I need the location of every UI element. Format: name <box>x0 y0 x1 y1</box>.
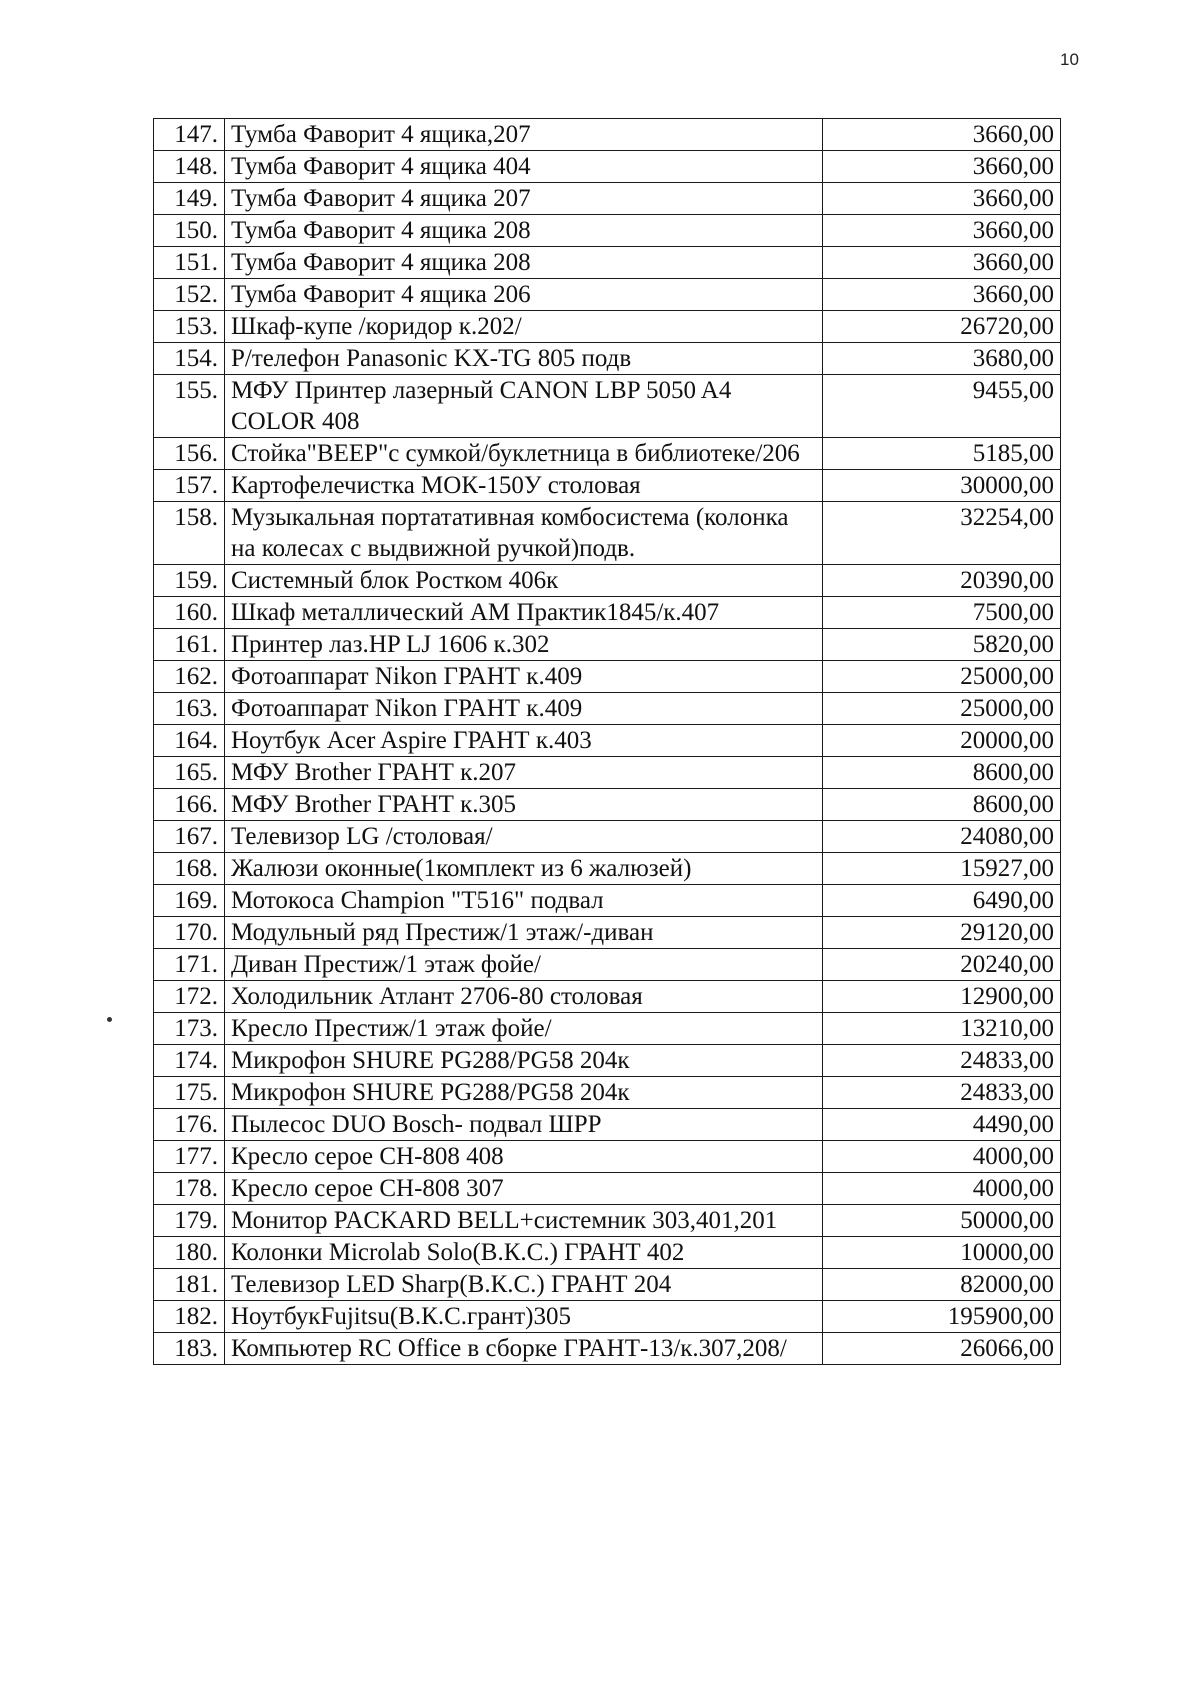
table-row <box>154 183 1061 215</box>
row-number: 152. <box>154 279 225 311</box>
row-number: 183. <box>154 1333 225 1365</box>
row-number: 156. <box>154 438 225 470</box>
item-price: 3660,00 <box>823 151 1061 183</box>
item-price: 7500,00 <box>823 597 1061 629</box>
item-price: 20000,00 <box>823 725 1061 757</box>
item-name: Телевизор LG /столовая/ <box>225 821 823 853</box>
item-price: 4000,00 <box>823 1141 1061 1173</box>
row-number: 178. <box>154 1173 225 1205</box>
row-number: 155. <box>154 375 225 438</box>
item-name: Тумба Фаворит 4 ящика 207 <box>225 183 823 215</box>
item-price: 20390,00 <box>823 565 1061 597</box>
item-name: Жалюзи оконные(1комплект из 6 жалюзей) <box>225 853 823 885</box>
page-number: 10 <box>1060 50 1079 69</box>
item-price: 24833,00 <box>823 1045 1061 1077</box>
table-row <box>154 1205 1061 1237</box>
table-row <box>154 821 1061 853</box>
table-row <box>154 279 1061 311</box>
row-number: 149. <box>154 183 225 215</box>
table-row <box>154 343 1061 375</box>
table-row <box>154 1333 1061 1365</box>
table-row <box>154 949 1061 981</box>
item-price: 29120,00 <box>823 917 1061 949</box>
table-row <box>154 1173 1061 1205</box>
row-number: 172. <box>154 981 225 1013</box>
item-name: Р/телефон Panasonic KX-TG 805 подв <box>225 343 823 375</box>
table-row <box>154 311 1061 343</box>
item-name: Принтер лаз.HP LJ 1606 к.302 <box>225 629 823 661</box>
stray-dot <box>107 1017 112 1022</box>
row-number: 168. <box>154 853 225 885</box>
item-price: 24833,00 <box>823 1077 1061 1109</box>
item-name: Тумба Фаворит 4 ящика 208 <box>225 247 823 279</box>
item-name: Компьютер RC Office в сборке ГРАНТ-13/к.307,208/ <box>225 1333 823 1365</box>
item-name: Фотоаппарат Nikon ГРАНТ к.409 <box>225 661 823 693</box>
item-price: 32254,00 <box>823 502 1061 565</box>
row-number: 170. <box>154 917 225 949</box>
item-price: 6490,00 <box>823 885 1061 917</box>
row-number: 161. <box>154 629 225 661</box>
item-price: 24080,00 <box>823 821 1061 853</box>
row-number: 147. <box>154 119 225 151</box>
row-number: 159. <box>154 565 225 597</box>
table-row <box>154 215 1061 247</box>
item-name: Монитор PACKARD BELL+системник 303,401,201 <box>225 1205 823 1237</box>
item-price: 26066,00 <box>823 1333 1061 1365</box>
row-number: 163. <box>154 693 225 725</box>
item-price: 13210,00 <box>823 1013 1061 1045</box>
item-price: 20240,00 <box>823 949 1061 981</box>
table-row <box>154 502 1061 565</box>
item-name: Кресло Престиж/1 этаж фойе/ <box>225 1013 823 1045</box>
row-number: 164. <box>154 725 225 757</box>
item-name: Кресло серое CH-808 408 <box>225 1141 823 1173</box>
row-number: 153. <box>154 311 225 343</box>
item-name: Шкаф металлический АМ Практик1845/к.407 <box>225 597 823 629</box>
item-name: Колонки Microlab Solo(В.К.С.) ГРАНТ 402 <box>225 1237 823 1269</box>
item-name: Фотоаппарат Nikon ГРАНТ к.409 <box>225 693 823 725</box>
item-name: Тумба Фаворит 4 ящика 208 <box>225 215 823 247</box>
item-name: Телевизор LED Sharp(В.К.С.) ГРАНТ 204 <box>225 1269 823 1301</box>
row-number: 150. <box>154 215 225 247</box>
row-number: 180. <box>154 1237 225 1269</box>
table-row <box>154 1141 1061 1173</box>
table-row <box>154 917 1061 949</box>
table-row <box>154 725 1061 757</box>
item-price: 25000,00 <box>823 693 1061 725</box>
table-row <box>154 1109 1061 1141</box>
item-price: 26720,00 <box>823 311 1061 343</box>
item-name: Диван Престиж/1 этаж фойе/ <box>225 949 823 981</box>
item-name: Тумба Фаворит 4 ящика,207 <box>225 119 823 151</box>
item-price: 3660,00 <box>823 215 1061 247</box>
row-number: 148. <box>154 151 225 183</box>
item-name: Тумба Фаворит 4 ящика 404 <box>225 151 823 183</box>
item-name: МФУ Принтер лазерный CANON LBP 5050 A4 COLOR 408 <box>225 375 823 438</box>
item-name: Холодильник Атлант 2706-80 столовая <box>225 981 823 1013</box>
table-row <box>154 629 1061 661</box>
table-row <box>154 151 1061 183</box>
item-price: 9455,00 <box>823 375 1061 438</box>
table-row <box>154 565 1061 597</box>
row-number: 177. <box>154 1141 225 1173</box>
item-name: Пылесос DUO Bosch- подвал ШРР <box>225 1109 823 1141</box>
row-number: 154. <box>154 343 225 375</box>
row-number: 182. <box>154 1301 225 1333</box>
item-name: МФУ Brother ГРАНТ к.305 <box>225 789 823 821</box>
item-name: Кресло серое CH-808 307 <box>225 1173 823 1205</box>
item-name: Микрофон SHURE PG288/PG58 204к <box>225 1077 823 1109</box>
item-price: 12900,00 <box>823 981 1061 1013</box>
row-number: 176. <box>154 1109 225 1141</box>
item-name: Тумба Фаворит 4 ящика 206 <box>225 279 823 311</box>
item-price: 50000,00 <box>823 1205 1061 1237</box>
table-row <box>154 1301 1061 1333</box>
item-price: 30000,00 <box>823 470 1061 502</box>
table-row <box>154 119 1061 151</box>
row-number: 179. <box>154 1205 225 1237</box>
item-price: 25000,00 <box>823 661 1061 693</box>
table-row <box>154 1045 1061 1077</box>
row-number: 173. <box>154 1013 225 1045</box>
table-row <box>154 470 1061 502</box>
row-number: 160. <box>154 597 225 629</box>
item-name: Микрофон SHURE PG288/PG58 204к <box>225 1045 823 1077</box>
row-number: 181. <box>154 1269 225 1301</box>
item-price: 3660,00 <box>823 279 1061 311</box>
item-price: 3660,00 <box>823 183 1061 215</box>
item-name: Системный блок Ростком 406к <box>225 565 823 597</box>
row-number: 158. <box>154 502 225 565</box>
table-row <box>154 885 1061 917</box>
item-name: Мотокоса Champion "T516" подвал <box>225 885 823 917</box>
row-number: 169. <box>154 885 225 917</box>
item-price: 5820,00 <box>823 629 1061 661</box>
item-price: 82000,00 <box>823 1269 1061 1301</box>
item-price: 15927,00 <box>823 853 1061 885</box>
inventory-table-body <box>154 119 1061 1365</box>
row-number: 175. <box>154 1077 225 1109</box>
row-number: 165. <box>154 757 225 789</box>
table-row <box>154 789 1061 821</box>
row-number: 171. <box>154 949 225 981</box>
table-row <box>154 981 1061 1013</box>
item-price: 195900,00 <box>823 1301 1061 1333</box>
item-price: 4000,00 <box>823 1173 1061 1205</box>
item-price: 4490,00 <box>823 1109 1061 1141</box>
table-row <box>154 438 1061 470</box>
inventory-table <box>153 118 1061 1365</box>
item-name: Картофелечистка МОК-150У столовая <box>225 470 823 502</box>
table-row <box>154 1077 1061 1109</box>
row-number: 166. <box>154 789 225 821</box>
row-number: 174. <box>154 1045 225 1077</box>
item-price: 3660,00 <box>823 247 1061 279</box>
table-row <box>154 661 1061 693</box>
table-row <box>154 757 1061 789</box>
item-name: Модульный ряд Престиж/1 этаж/-диван <box>225 917 823 949</box>
table-row <box>154 853 1061 885</box>
table-row <box>154 247 1061 279</box>
table-row <box>154 693 1061 725</box>
item-price: 3680,00 <box>823 343 1061 375</box>
item-price: 8600,00 <box>823 789 1061 821</box>
row-number: 162. <box>154 661 225 693</box>
item-price: 5185,00 <box>823 438 1061 470</box>
item-price: 3660,00 <box>823 119 1061 151</box>
item-name: НоутбукFujitsu(В.К.С.грант)305 <box>225 1301 823 1333</box>
item-price: 8600,00 <box>823 757 1061 789</box>
item-price: 10000,00 <box>823 1237 1061 1269</box>
item-name: Ноутбук Acer Aspire ГРАНТ к.403 <box>225 725 823 757</box>
item-name: Музыкальная портатативная комбосистема (колонка на колесах с выдвижной ручкой)подв. <box>225 502 823 565</box>
table-row <box>154 375 1061 438</box>
item-name: Стойка"BEEP"с сумкой/буклетница в библиотеке/206 <box>225 438 823 470</box>
table-row <box>154 597 1061 629</box>
table-row <box>154 1013 1061 1045</box>
item-name: Шкаф-купе /коридор к.202/ <box>225 311 823 343</box>
item-name: МФУ Brother ГРАНТ к.207 <box>225 757 823 789</box>
row-number: 157. <box>154 470 225 502</box>
row-number: 167. <box>154 821 225 853</box>
table-row <box>154 1237 1061 1269</box>
table-row <box>154 1269 1061 1301</box>
row-number: 151. <box>154 247 225 279</box>
